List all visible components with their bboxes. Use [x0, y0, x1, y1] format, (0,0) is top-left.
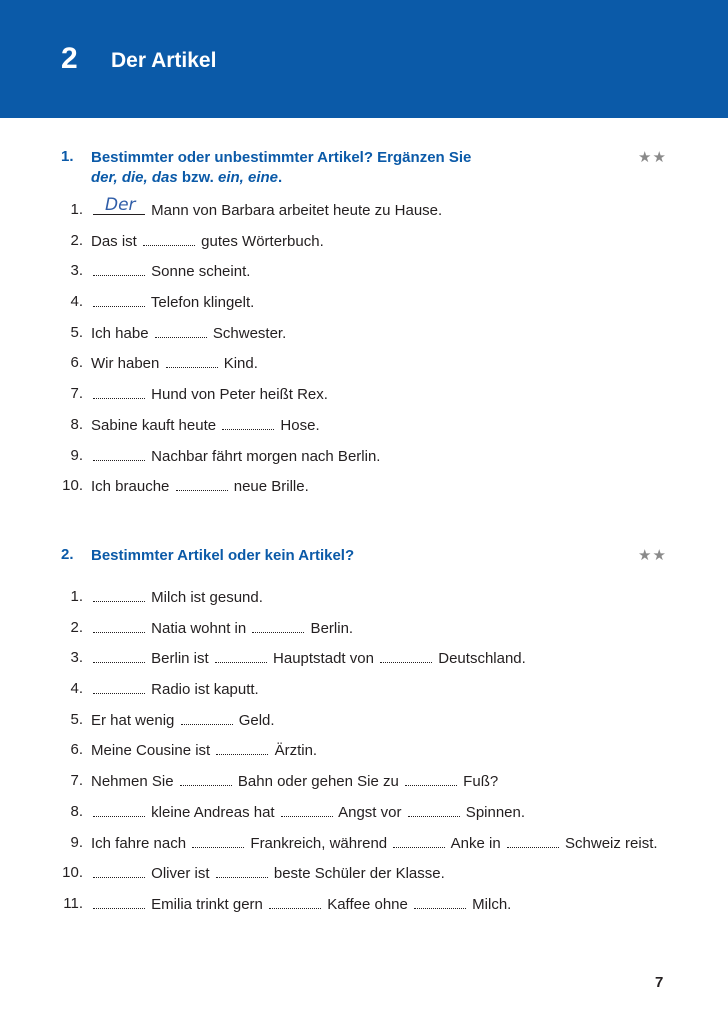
difficulty-stars: ★★ — [638, 149, 667, 166]
exercise-1-subtitle — [91, 168, 611, 188]
sentence-segment: neue Brille. — [229, 478, 309, 496]
sentence-segment: Natia wohnt in — [147, 619, 251, 637]
exercise-2 — [0, 546, 728, 925]
item-number: 9. — [70, 833, 83, 851]
exercise-1-subtitle-articles-definite: der, die, das — [91, 169, 178, 186]
answer-blank[interactable] — [93, 261, 145, 276]
chapter-header — [0, 0, 728, 118]
sentence-segment: Milch ist gesund. — [147, 589, 263, 606]
exercise-item — [0, 415, 728, 446]
handwritten-answer: Der — [105, 195, 136, 215]
exercise-1 — [0, 148, 728, 507]
exercise-item — [0, 353, 728, 384]
exercise-1-items — [0, 195, 728, 507]
answer-blank[interactable] — [408, 802, 460, 817]
answer-blank[interactable] — [405, 771, 457, 786]
item-number: 4. — [70, 293, 83, 311]
answer-blank[interactable] — [93, 679, 145, 694]
item-number: 6. — [70, 354, 83, 372]
answer-blank[interactable] — [143, 231, 195, 246]
sentence-segment: Sabine kauft heute — [91, 416, 221, 434]
item-number: 11. — [63, 894, 83, 912]
item-sentence — [91, 587, 263, 608]
sentence-segment: Berlin ist — [147, 650, 213, 668]
sentence-segment: Hauptstadt von — [268, 650, 379, 668]
exercise-item — [0, 894, 728, 925]
item-number: 4. — [70, 680, 83, 698]
item-sentence — [91, 679, 259, 700]
answer-blank[interactable] — [155, 323, 207, 338]
answer-blank[interactable] — [93, 587, 145, 602]
answer-blank[interactable] — [216, 863, 268, 878]
exercise-2-heading — [0, 546, 728, 587]
sentence-segment: Berlin. — [306, 619, 354, 637]
sentence-segment: kleine Andreas hat — [147, 803, 279, 821]
sentence-segment: Er hat wenig — [91, 711, 179, 729]
item-number: 8. — [70, 802, 83, 820]
item-sentence — [91, 353, 258, 374]
sentence-segment: Bahn oder gehen Sie zu — [233, 773, 404, 791]
exercise-item — [0, 587, 728, 618]
sentence-segment: Spinnen. — [461, 803, 526, 821]
answer-blank[interactable] — [93, 863, 145, 878]
item-number: 1. — [70, 201, 83, 218]
item-number: 3. — [70, 262, 83, 280]
item-number: 10. — [62, 864, 83, 882]
exercise-1-heading — [0, 148, 728, 200]
sentence-segment: Anke in — [447, 834, 505, 852]
item-number: 1. — [70, 588, 83, 605]
item-sentence — [91, 261, 250, 282]
sentence-segment: Kaffee ohne — [323, 895, 413, 913]
exercise-1-subtitle-articles-indefinite: ein, eine — [218, 169, 279, 186]
exercise-item — [0, 292, 728, 323]
exercise-item — [0, 323, 728, 354]
exercise-1-title — [91, 148, 611, 188]
exercise-item — [0, 384, 728, 415]
answer-blank[interactable] — [93, 446, 145, 461]
answer-blank[interactable] — [93, 894, 145, 909]
sentence-segment: Angst vor — [334, 803, 406, 821]
sentence-segment: Nehmen Sie — [91, 773, 178, 791]
exercise-1-number: 1. — [61, 148, 74, 165]
exercise-item — [0, 740, 728, 771]
answer-blank[interactable] — [507, 833, 559, 848]
exercise-item — [0, 231, 728, 262]
exercise-1-subtitle-period: . — [278, 169, 283, 186]
answer-blank[interactable] — [380, 648, 432, 663]
answer-blank[interactable] — [216, 740, 268, 755]
item-sentence — [91, 863, 445, 884]
sentence-segment: Ich brauche — [91, 478, 174, 496]
exercise-item — [0, 476, 728, 507]
sentence-segment: Ärztin. — [270, 742, 318, 760]
page-number: 7 — [655, 974, 664, 991]
item-sentence — [91, 384, 328, 405]
answer-blank[interactable] — [93, 648, 145, 663]
sentence-segment: Ich habe — [91, 324, 153, 342]
sentence-segment: Telefon klingelt. — [147, 294, 255, 312]
exercise-1-subtitle-connector: bzw. — [177, 169, 218, 186]
item-sentence — [91, 231, 324, 252]
item-number: 3. — [70, 649, 83, 667]
exercise-item — [0, 802, 728, 833]
sentence-segment: Schwester. — [208, 324, 287, 342]
exercise-item — [0, 679, 728, 710]
exercise-item — [0, 771, 728, 802]
sentence-segment: Milch. — [468, 895, 512, 913]
answer-blank[interactable] — [181, 710, 233, 725]
sentence-segment: Kind. — [219, 355, 258, 373]
exercise-1-title-text: Bestimmter oder unbestimmter Artikel? Ergänzen Sie — [91, 149, 472, 166]
exercise-item — [0, 648, 728, 679]
item-sentence — [91, 618, 353, 639]
item-sentence — [91, 802, 525, 823]
item-sentence — [91, 292, 254, 313]
item-number: 10. — [62, 477, 83, 495]
exercise-2-number: 2. — [61, 546, 74, 563]
sentence-segment: Radio ist kaputt. — [147, 681, 259, 699]
chapter-number: 2 — [61, 42, 78, 75]
sentence-segment: Das ist — [91, 232, 142, 250]
sentence-segment: Schweiz reist. — [560, 834, 658, 852]
answer-blank[interactable] — [93, 802, 145, 817]
answer-blank[interactable] — [93, 384, 145, 399]
sentence-segment: Nachbar fährt morgen nach Berlin. — [147, 447, 381, 465]
item-number: 2. — [70, 231, 83, 249]
answer-blank[interactable] — [166, 353, 218, 368]
item-sentence — [91, 323, 286, 344]
item-sentence — [91, 710, 275, 731]
exercise-item — [0, 710, 728, 741]
sentence-segment: Meine Cousine ist — [91, 742, 215, 760]
exercise-item — [0, 446, 728, 477]
answer-blank[interactable] — [93, 292, 145, 307]
sentence-segment: gutes Wörterbuch. — [197, 232, 324, 250]
item-sentence — [91, 894, 511, 915]
answer-blank[interactable] — [252, 618, 304, 633]
answer-blank[interactable] — [180, 771, 232, 786]
item-number: 5. — [70, 323, 83, 341]
answer-blank[interactable] — [93, 618, 145, 633]
item-number: 7. — [70, 385, 83, 403]
item-number: 9. — [70, 446, 83, 464]
exercise-item — [0, 261, 728, 292]
exercise-item — [0, 195, 728, 231]
item-number: 2. — [70, 618, 83, 636]
sentence-segment: Hose. — [276, 416, 320, 434]
exercise-2-title: Bestimmter Artikel oder kein Artikel? — [91, 547, 355, 564]
exercise-item — [0, 618, 728, 649]
item-number: 8. — [70, 415, 83, 433]
sentence-segment: Deutschland. — [434, 650, 526, 668]
answer-blank[interactable] — [215, 648, 267, 663]
answer-blank[interactable] — [222, 415, 274, 430]
exercise-item — [0, 833, 728, 864]
sentence-segment: Frankreich, während — [246, 834, 392, 852]
sentence-segment: Oliver ist — [147, 865, 214, 883]
item-sentence — [91, 771, 498, 792]
sentence-segment: Sonne scheint. — [147, 263, 251, 281]
item-sentence — [91, 415, 320, 436]
sentence-segment: Ich fahre nach — [91, 834, 191, 852]
chapter-title: Der Artikel — [111, 49, 217, 72]
sentence-segment: Emilia trinkt gern — [147, 895, 268, 913]
item-sentence — [91, 476, 309, 497]
answer-blank[interactable] — [176, 476, 228, 491]
sentence-segment: Mann von Barbara arbeitet heute zu Hause. — [147, 202, 443, 219]
item-number: 5. — [70, 710, 83, 728]
item-number: 6. — [70, 741, 83, 759]
item-sentence — [91, 195, 443, 221]
difficulty-stars: ★★ — [638, 547, 667, 564]
exercise-item — [0, 863, 728, 894]
item-sentence — [91, 446, 380, 467]
answer-blank[interactable] — [393, 833, 445, 848]
sentence-segment: Fuß? — [459, 773, 499, 791]
sentence-segment: Hund von Peter heißt Rex. — [147, 386, 328, 404]
sentence-segment: Wir haben — [91, 355, 164, 373]
item-number: 7. — [70, 772, 83, 790]
item-sentence — [91, 833, 658, 854]
sentence-segment: Geld. — [234, 711, 275, 729]
answer-blank[interactable] — [192, 833, 244, 848]
exercise-2-items — [0, 587, 728, 925]
answer-blank[interactable] — [281, 802, 333, 817]
item-sentence — [91, 740, 317, 761]
answer-blank[interactable] — [414, 894, 466, 909]
answer-blank[interactable] — [93, 195, 145, 215]
item-sentence — [91, 648, 526, 669]
answer-blank[interactable] — [269, 894, 321, 909]
sentence-segment: beste Schüler der Klasse. — [269, 865, 445, 883]
